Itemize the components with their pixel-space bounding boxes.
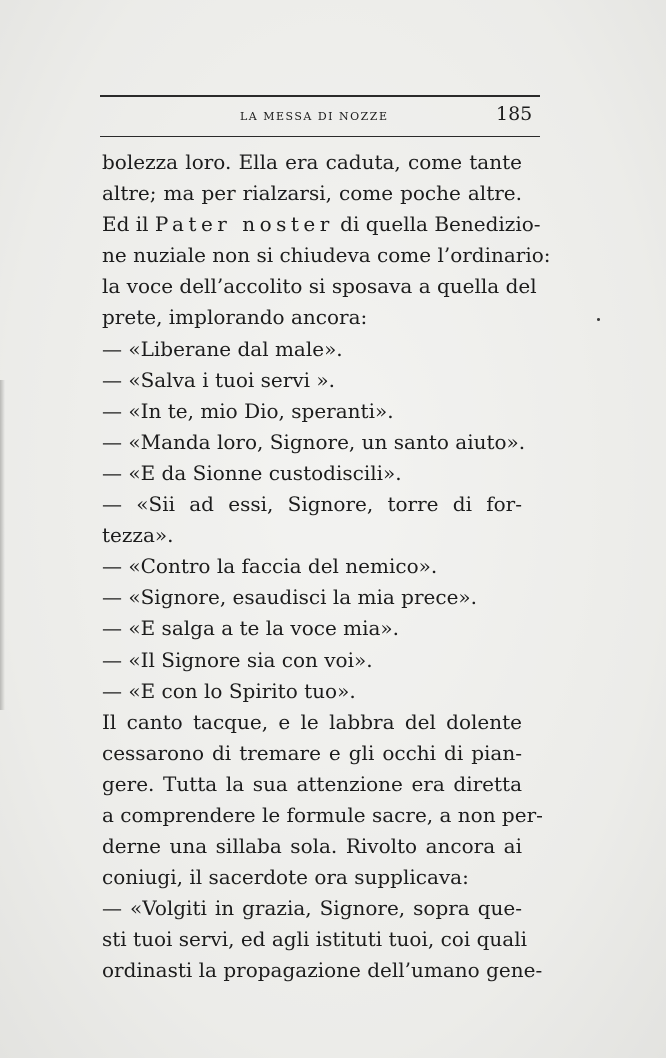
text-line: ordinasti la propagazione dell’umano gene- [102, 958, 543, 983]
text-line: — «E salga a te la voce mia». [102, 616, 400, 641]
text-line: gere. Tutta la sua attenzione era diretta [102, 771, 522, 796]
text-line: coniugi, il sacerdote ora supplicava: [102, 865, 469, 890]
page-edge-shadow [0, 380, 5, 710]
text-line: cessarono di tremare e gli occhi di pian- [102, 740, 522, 765]
running-title: LA MESSA DI NOZZE [240, 110, 389, 123]
body-text [102, 147, 551, 987]
text-line: prete, implorando ancora: [102, 305, 368, 330]
text-line: altre; ma per rialzarsi, come poche altre. [102, 181, 522, 206]
text-line: — «Sii ad essi, Signore, torre di for- [102, 492, 522, 517]
text-line: — «Salva i tuoi servi ». [102, 367, 335, 392]
text-line: Il canto tacque, e le labbra del dolente [102, 709, 522, 734]
text-line: — «Contro la faccia del nemico». [102, 554, 438, 579]
text-line: a comprendere le formule sacre, a non per- [102, 802, 543, 827]
text-line: derne una sillaba sola. Rivolto ancora ai [102, 834, 522, 859]
print-speck [597, 318, 600, 321]
text-line: — «Manda loro, Signore, un santo aiuto». [102, 429, 526, 454]
spaced-phrase: Pater noster [154, 212, 334, 237]
text-line: la voce dell’accolito si sposava a quella del [102, 274, 537, 299]
text-line: — «Il Signore sia con voi». [102, 647, 373, 672]
header-rule-bottom [100, 136, 540, 137]
text-line: — «E con lo Spirito tuo». [102, 678, 356, 703]
text-line: bolezza loro. Ella era caduta, come tante [102, 150, 522, 174]
text-line: ne nuziale non si chiudeva come l’ordinario: [102, 243, 551, 268]
text-segment: di quella Benedizio- [333, 212, 541, 237]
text-line: — «Liberane dal male». [102, 336, 343, 361]
text-segment: Ed il [102, 212, 155, 237]
text-line: — «E da Sionne custodiscili». [102, 460, 402, 485]
text-line: tezza». [102, 523, 174, 548]
text-line: sti tuoi servi, ed agli istituti tuoi, coi quali [102, 927, 527, 952]
header-rule-top [100, 95, 540, 97]
page-number: 185 [496, 103, 533, 125]
text-line: — «Volgiti in grazia, Signore, sopra que- [102, 896, 522, 921]
text-line: — «In te, mio Dio, speranti». [102, 398, 394, 423]
text-line: — «Signore, esaudisci la mia prece». [102, 585, 477, 610]
text-line [102, 209, 541, 240]
